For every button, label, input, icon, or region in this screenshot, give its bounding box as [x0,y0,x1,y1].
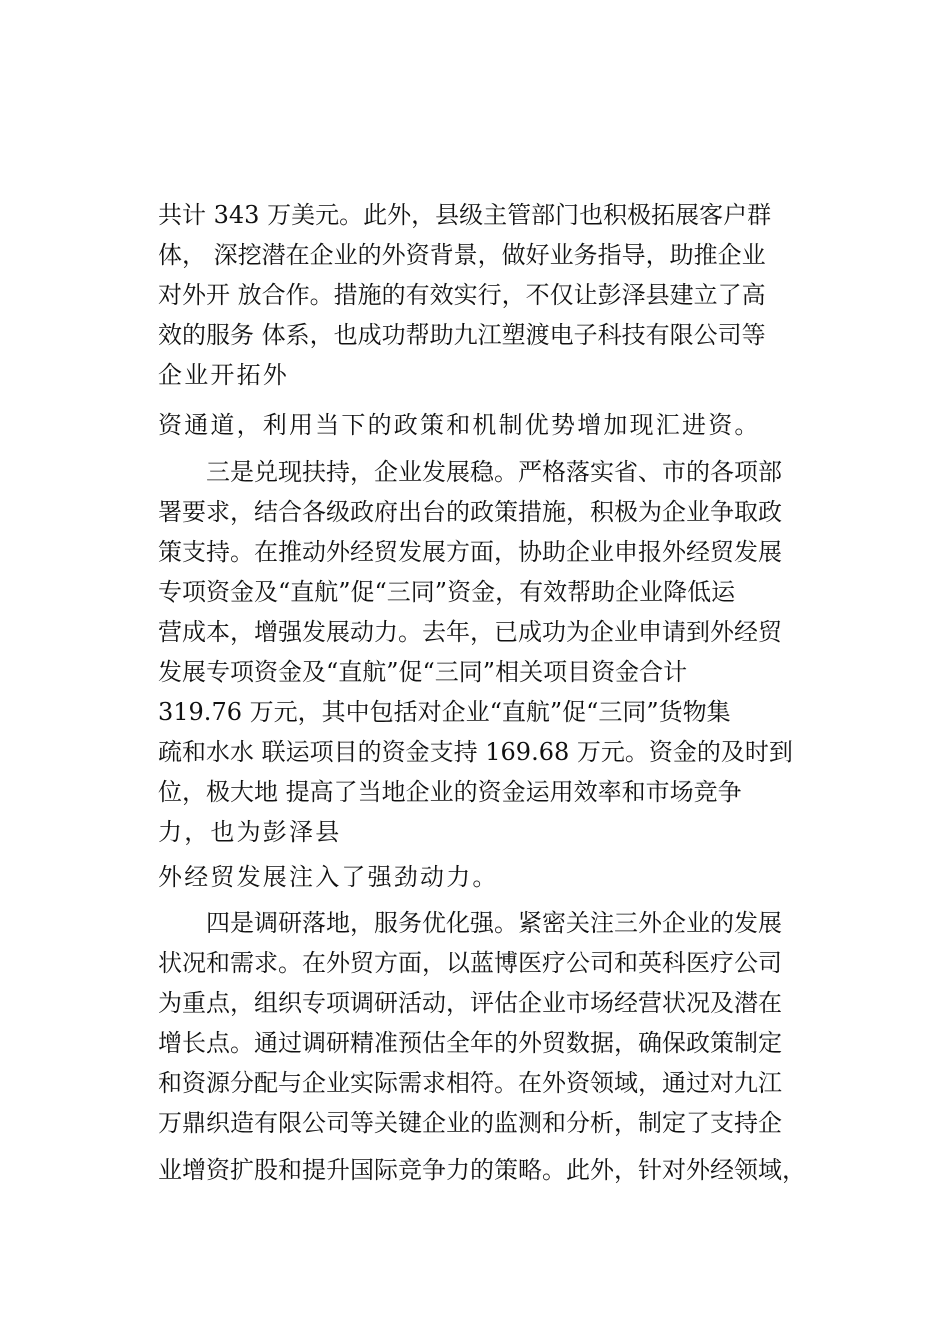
text-line: 和资源分配与企业实际需求相符。在外资领域，通过对九江 [158,1069,782,1097]
text-line: 效的服务 体系，也成功帮助九江塑渡电子科技有限公司等 [158,321,766,349]
text-line: 增长点。通过调研精准预估全年的外贸数据，确保政策制定 [158,1029,782,1057]
paragraph-first-line: 四是调研落地，服务优化强。紧密关注三外企业的发展 [206,909,782,937]
text-line: 共计 343 万美元。此外，县级主管部门也积极拓展客户群 [158,201,772,229]
text-line: 署要求，结合各级政府出台的政策措施，积极为企业争取政 [158,498,782,526]
text-line: 万鼎织造有限公司等关键企业的监测和分析，制定了支持企 [158,1109,782,1137]
text-line: 位，极大地 提高了当地企业的资金运用效率和市场竞争 [158,778,742,806]
text-line: 疏和水水 联运项目的资金支持 169.68 万元。资金的及时到 [158,738,793,766]
paragraph-first-line: 三是兑现扶持，企业发展稳。严格落实省、市的各项部 [206,458,782,486]
text-line: 状况和需求。在外贸方面，以蓝博医疗公司和英科医疗公司 [158,949,782,977]
text-line: 体， 深挖潜在企业的外资背景，做好业务指导，助推企业 [158,241,766,269]
text-line: 力，也为彭泽县 [158,818,342,846]
text-line: 专项资金及“直航”促“三同”资金，有效帮助企业降低运 [158,578,736,606]
text-line: 为重点，组织专项调研活动，评估企业市场经营状况及潜在 [158,989,782,1017]
text-line: 外经贸发展注入了强劲动力。 [158,863,499,891]
text-line: 资通道，利用当下的政策和机制优势增加现汇进资。 [158,411,761,439]
text-line: 319.76 万元，其中包括对企业“直航”促“三同”货物集 [158,698,731,726]
text-line: 发展专项资金及“直航”促“三同”相关项目资金合计 [158,658,688,686]
text-line: 业增资扩股和提升国际竞争力的策略。此外，针对外经领域， [158,1156,806,1184]
text-line: 对外开 放合作。措施的有效实行，不仅让彭泽县建立了高 [158,281,766,309]
text-line: 营成本，增强发展动力。去年，已成功为企业申请到外经贸 [158,618,782,646]
text-line: 策支持。在推动外经贸发展方面，协助企业申报外经贸发展 [158,538,782,566]
text-line: 企业开拓外 [158,361,289,389]
